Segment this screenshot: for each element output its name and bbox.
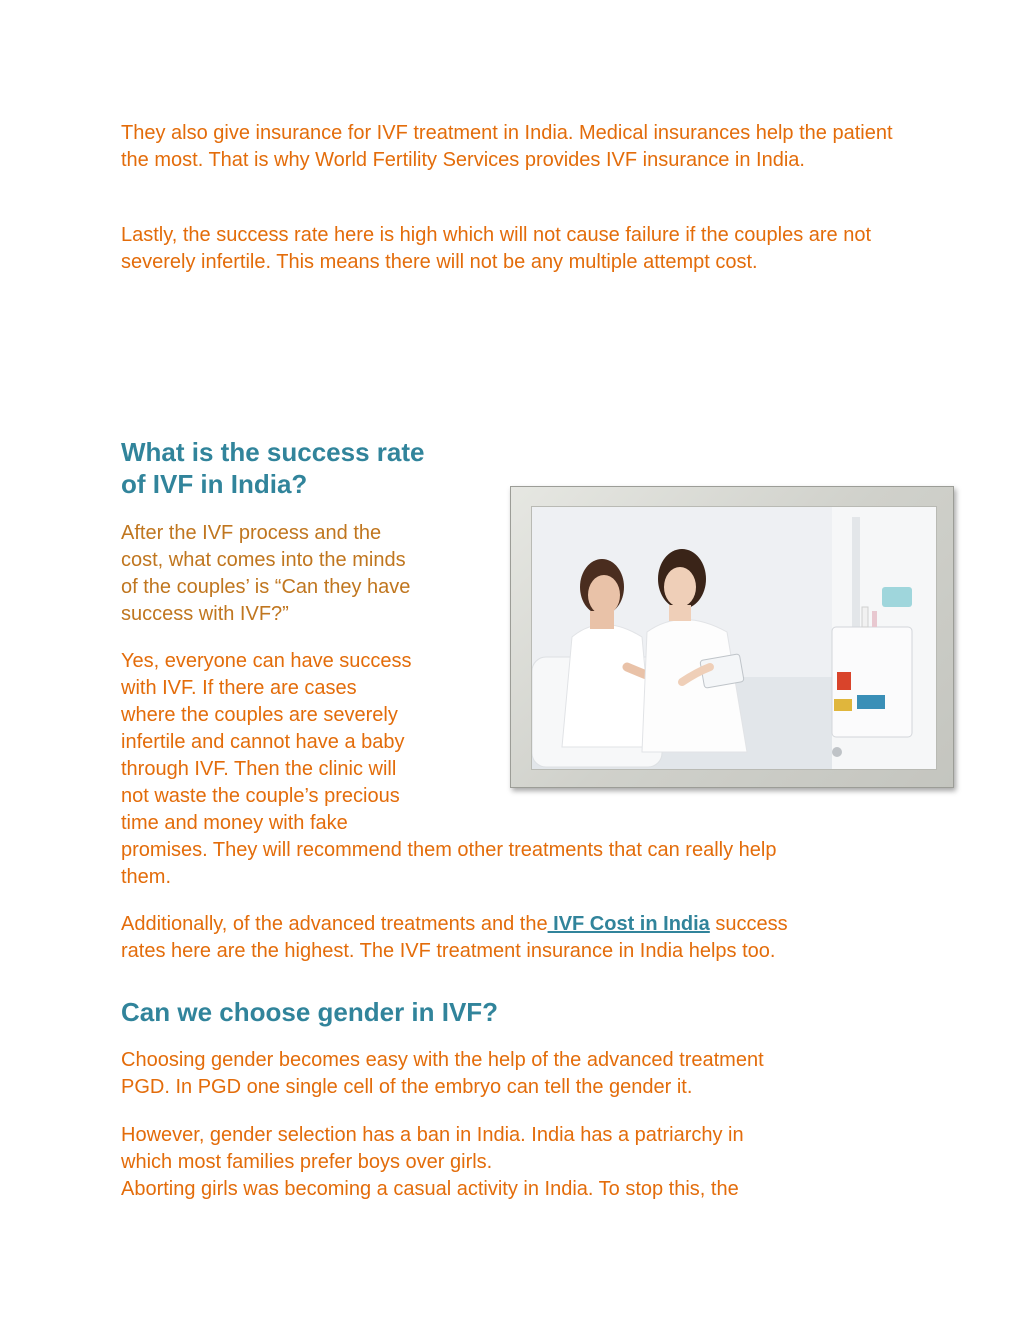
section-heading-success-rate [121,436,424,500]
success-paragraph-3: Additionally, of the advanced treatments and the IVF Cost in India success rates here are the highest. The IVF treatment insurance in India helps too. [121,913,788,962]
gender-paragraph-1: Choosing gender becomes easy with the help of the advanced treatment PGD. In PGD one single cell of the embryo can tell the gender it. [121,1049,764,1098]
heading-line: What is the success rate [121,437,425,467]
success-paragraph-2: Yes, everyone can have success with IVF. If there are cases where the couples are severely infertile and cannot have a baby through IVF. Then the clinic will not waste the couple’s precious time and money with fake promises. They will recommend them other treatments that can really help them. [121,650,777,888]
ivf-cost-in-india-link[interactable]: IVF Cost in India [547,913,710,935]
intro-paragraph-1: They also give insurance for IVF treatment in India. Medical insurances help the patient the most. That is why World Fertility Services provides IVF insurance in India. [121,122,893,171]
clinic-consultation-photo [531,506,937,770]
success-paragraph-1: After the IVF process and the cost, what comes into the minds of the couples’ is “Can they have success with IVF?” [121,522,411,625]
heading-line: of IVF in India? [121,469,308,499]
section-heading-gender: Can we choose gender in IVF? [121,997,499,1027]
intro-paragraph-2: Lastly, the success rate here is high which will not cause failure if the couples are not severely infertile. This means there will not be any multiple attempt cost. [121,224,872,273]
photo-frame [510,486,954,788]
photo-illustration [532,507,936,769]
gender-paragraph-2: However, gender selection has a ban in India. India has a patriarchy in which most families prefer boys over girls. Aborting girls was becoming a casual activity in India. To stop this, the [121,1124,744,1200]
